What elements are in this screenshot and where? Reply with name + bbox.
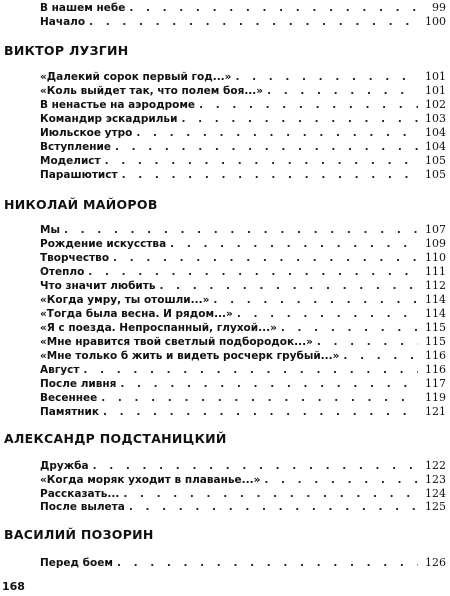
dot-leader — [237, 308, 418, 320]
entry-title: «Когда моряк уходит в плаванье...» — [40, 474, 261, 486]
dot-leader — [281, 322, 418, 334]
entry-title: Отепло — [40, 266, 85, 278]
dot-leader — [113, 252, 418, 264]
dot-leader — [83, 364, 418, 376]
dot-leader — [181, 113, 418, 125]
dot-leader — [170, 238, 418, 250]
entry-title: Вступление — [40, 141, 111, 153]
toc-entry — [40, 487, 446, 501]
entry-page: 101 — [425, 84, 446, 97]
toc-entry — [40, 279, 446, 293]
toc-entry — [40, 237, 446, 251]
entry-title: После ливня — [40, 378, 117, 390]
entry-page: 114 — [425, 293, 446, 306]
dot-leader — [199, 99, 418, 111]
dot-leader — [136, 127, 418, 139]
entry-page: 103 — [425, 112, 446, 125]
toc-entry — [40, 321, 446, 335]
entry-page: 119 — [425, 391, 446, 404]
toc-entry — [40, 335, 446, 349]
entry-page: 123 — [425, 473, 446, 486]
toc-entry — [40, 473, 446, 487]
entry-page: 126 — [425, 556, 446, 569]
entry-page: 110 — [425, 251, 446, 264]
entry-title: Творчество — [40, 252, 110, 264]
toc-entry — [40, 459, 446, 473]
entry-title: Весеннее — [40, 392, 98, 404]
dot-leader — [120, 378, 418, 390]
dot-leader — [117, 557, 418, 569]
toc-entry — [40, 307, 446, 321]
toc-entry — [40, 405, 446, 419]
dot-leader — [64, 224, 418, 236]
entry-title: «Мне нравится твой светлый подбородок...» — [40, 336, 313, 348]
page-number: 168 — [2, 580, 25, 593]
dot-leader — [105, 155, 418, 167]
toc-entry — [40, 556, 446, 570]
entry-title: Рождение искусства — [40, 238, 167, 250]
dot-leader — [93, 460, 418, 472]
entry-title: Рассказать... — [40, 488, 120, 500]
dot-leader — [88, 266, 418, 278]
entry-title: Моделист — [40, 155, 101, 167]
toc-entry — [40, 223, 446, 237]
entry-title: «Коль выйдет так, что полем боя...» — [40, 85, 264, 97]
entry-title: «Далекий сорок первый год...» — [40, 71, 232, 83]
toc-entry — [40, 363, 446, 377]
dot-leader — [129, 501, 418, 513]
entry-title: Парашютист — [40, 169, 118, 181]
entry-title: Июльское утро — [40, 127, 133, 139]
dot-leader — [343, 350, 418, 362]
entry-page: 114 — [425, 307, 446, 320]
entry-title: Командир эскадрильи — [40, 113, 178, 125]
toc-entry — [40, 98, 446, 112]
toc-entry — [40, 251, 446, 265]
dot-leader — [129, 2, 418, 14]
entry-page: 111 — [425, 265, 446, 278]
entry-title: «Когда умру, ты отошли...» — [40, 294, 210, 306]
toc-entry — [40, 377, 446, 391]
dot-leader — [267, 85, 418, 97]
dot-leader — [115, 141, 418, 153]
entry-page: 105 — [425, 154, 446, 167]
author-heading: АЛЕКСАНДР ПОДСТАНИЦКИЙ — [4, 431, 227, 446]
toc-entry — [40, 70, 446, 84]
entry-page: 115 — [425, 321, 446, 334]
dot-leader — [160, 280, 419, 292]
entry-title: «Я с поезда. Непроспанный, глухой...» — [40, 322, 277, 334]
entry-page: 107 — [425, 223, 446, 236]
dot-leader — [213, 294, 418, 306]
entry-page: 109 — [425, 237, 446, 250]
entry-page: 116 — [425, 363, 446, 376]
dot-leader — [89, 16, 418, 28]
author-heading: НИКОЛАЙ МАЙОРОВ — [4, 197, 158, 212]
toc-entry — [40, 15, 446, 29]
entry-title: Мы — [40, 224, 60, 236]
entry-page: 125 — [425, 500, 446, 513]
author-heading: ВАСИЛИЙ ПОЗОРИН — [4, 527, 154, 542]
entry-page: 105 — [425, 168, 446, 181]
entry-title: Дружба — [40, 460, 89, 472]
entry-page: 115 — [425, 335, 446, 348]
dot-leader — [264, 474, 418, 486]
entry-page: 116 — [425, 349, 446, 362]
entry-title: Памятник — [40, 406, 100, 418]
entry-page: 124 — [425, 487, 446, 500]
entry-page: 122 — [425, 459, 446, 472]
dot-leader — [122, 169, 418, 181]
entry-title: В ненастье на аэродроме — [40, 99, 196, 111]
entry-title: Перед боем — [40, 557, 113, 569]
dot-leader — [103, 406, 418, 418]
entry-title: «Мне только б жить и видеть росчерк грубый...» — [40, 350, 340, 362]
author-heading: ВИКТОР ЛУЗГИН — [4, 43, 129, 58]
toc-entry — [40, 126, 446, 140]
entry-page: 117 — [425, 377, 446, 390]
dot-leader — [235, 71, 418, 83]
toc-entry — [40, 168, 446, 182]
entry-page: 112 — [425, 279, 446, 292]
entry-title: Начало — [40, 16, 86, 28]
entry-page: 104 — [425, 126, 446, 139]
toc-entry — [40, 84, 446, 98]
entry-page: 104 — [425, 140, 446, 153]
toc-entry — [40, 112, 446, 126]
toc-entry — [40, 349, 446, 363]
entry-page: 101 — [425, 70, 446, 83]
entry-page: 102 — [425, 98, 446, 111]
dot-leader — [317, 336, 418, 348]
dot-leader — [123, 488, 418, 500]
entry-title: В нашем небе — [40, 2, 126, 14]
toc-entry — [40, 293, 446, 307]
toc-entry — [40, 154, 446, 168]
entry-page: 121 — [425, 405, 446, 418]
toc-entry — [40, 500, 446, 514]
dot-leader — [101, 392, 418, 404]
toc-entry — [40, 1, 446, 15]
entry-page: 100 — [425, 15, 446, 28]
entry-title: «Тогда была весна. И рядом...» — [40, 308, 233, 320]
toc-entry — [40, 391, 446, 405]
entry-title: Август — [40, 364, 80, 376]
toc-entry — [40, 265, 446, 279]
entry-title: После вылета — [40, 501, 125, 513]
toc-entry — [40, 140, 446, 154]
entry-title: Что значит любить — [40, 280, 156, 292]
entry-page: 99 — [432, 1, 446, 14]
